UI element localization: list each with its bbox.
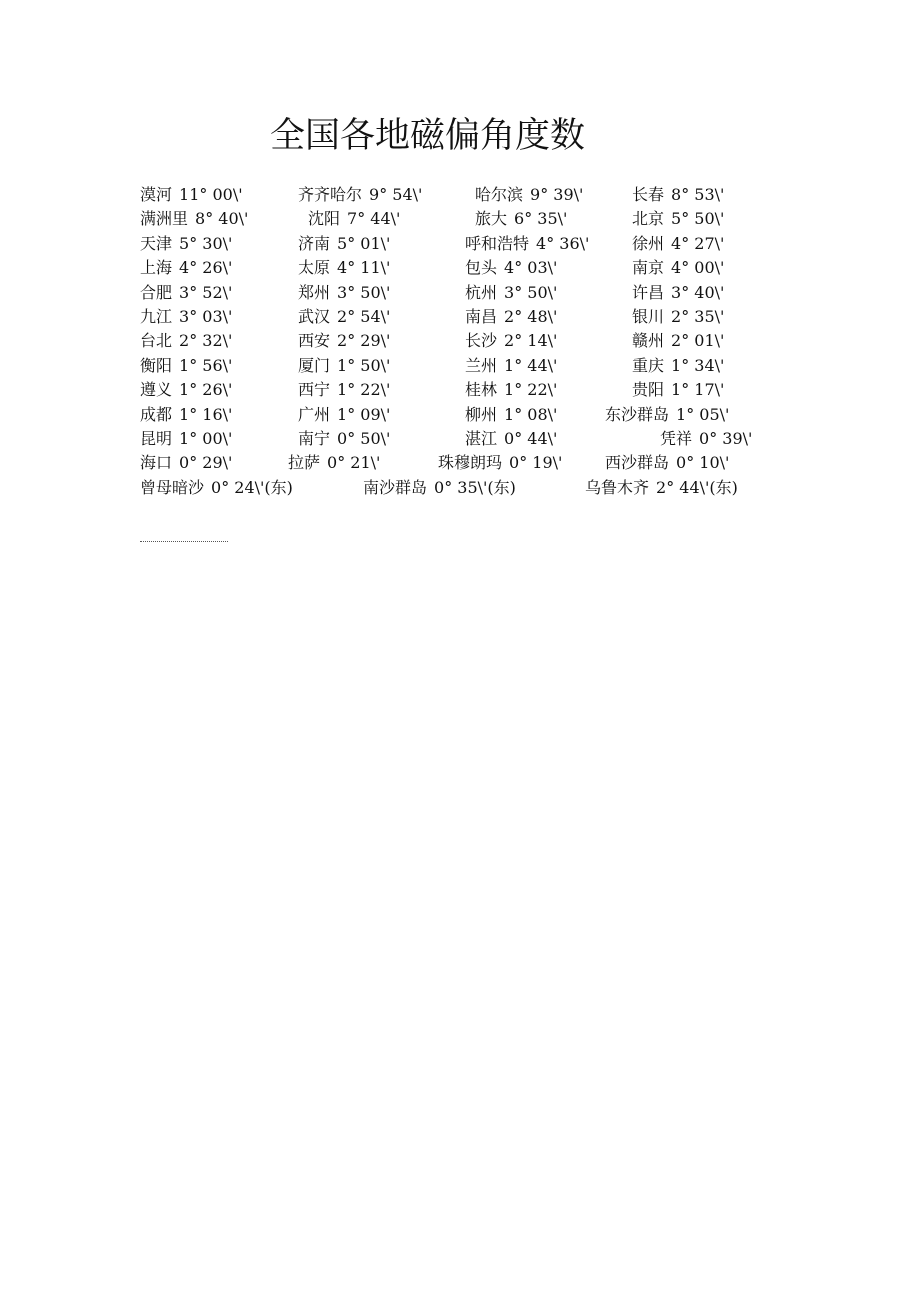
declination-entry <box>298 378 390 402</box>
declination-entry <box>140 281 232 305</box>
declination-value: 1° 16\' <box>179 404 233 424</box>
table-row <box>140 354 800 378</box>
declination-value: 1° 17\' <box>671 380 725 400</box>
declination-value: 5° 50\' <box>671 209 725 229</box>
declination-value: 1° 22\' <box>504 380 558 400</box>
city-name: 郑州 <box>298 282 331 302</box>
city-name: 武汉 <box>298 306 331 326</box>
declination-value: 8° 53\' <box>671 185 725 204</box>
city-name: 哈尔滨 <box>475 185 524 204</box>
city-name: 东沙群岛 <box>605 404 670 424</box>
city-name: 拉萨 <box>288 453 321 473</box>
declination-entry <box>140 329 232 353</box>
city-name: 上海 <box>140 258 173 278</box>
declination-entry <box>298 183 422 207</box>
declination-value: 3° 50\' <box>337 282 391 302</box>
declination-entry <box>660 427 752 451</box>
declination-entry <box>465 305 557 329</box>
city-name: 南京 <box>632 258 665 278</box>
city-name: 旅大 <box>475 209 508 229</box>
city-name: 衡阳 <box>140 355 173 375</box>
declination-entry <box>298 427 390 451</box>
declination-value: 0° 29\' <box>179 453 233 473</box>
declination-entry <box>632 329 724 353</box>
city-name: 珠穆朗玛 <box>438 453 503 473</box>
city-name: 遵义 <box>140 380 173 400</box>
declination-entry <box>363 476 516 500</box>
declination-entry <box>605 451 729 475</box>
declination-value: 1° 26\' <box>179 380 233 400</box>
declination-value: 5° 30\' <box>179 233 233 253</box>
declination-entry <box>288 451 380 475</box>
declination-entry <box>632 378 724 402</box>
declination-value: 4° 00\' <box>671 258 725 278</box>
city-name: 长春 <box>632 185 665 204</box>
declination-entry <box>140 183 243 207</box>
declination-entry <box>298 232 390 256</box>
declination-entry <box>605 403 729 427</box>
city-name: 合肥 <box>140 282 173 302</box>
city-name: 呼和浩特 <box>465 233 530 253</box>
declination-value: 1° 56\' <box>179 355 233 375</box>
table-row <box>140 476 800 500</box>
declination-entry <box>465 403 557 427</box>
declination-value: 9° 54\' <box>369 185 423 204</box>
city-name: 沈阳 <box>308 209 341 229</box>
declination-entry <box>140 256 232 280</box>
declination-value: 2° 54\' <box>337 306 391 326</box>
declination-entry <box>140 305 232 329</box>
declination-entry <box>585 476 738 500</box>
declination-value: 2° 48\' <box>504 306 558 326</box>
city-name: 北京 <box>632 209 665 229</box>
declination-value: 1° 08\' <box>504 404 558 424</box>
declination-value: 1° 22\' <box>337 380 391 400</box>
declination-value: 2° 35\' <box>671 306 725 326</box>
declination-entry <box>438 451 562 475</box>
declination-entry <box>465 378 557 402</box>
declination-value: 1° 50\' <box>337 355 391 375</box>
city-name: 太原 <box>298 258 331 278</box>
declination-entry <box>465 281 557 305</box>
footer-divider <box>140 541 228 542</box>
declination-entry <box>140 476 293 500</box>
declination-value: 6° 35\' <box>514 209 568 229</box>
declination-value: 0° 39\' <box>699 428 753 448</box>
city-name: 银川 <box>632 306 665 326</box>
declination-value: 4° 36\' <box>536 233 590 253</box>
city-name: 湛江 <box>465 428 498 448</box>
declination-value: 4° 11\' <box>337 258 391 278</box>
declination-value: 2° 01\' <box>671 331 725 351</box>
declination-value: 1° 00\' <box>179 428 233 448</box>
declination-entry <box>298 329 390 353</box>
city-name: 成都 <box>140 404 173 424</box>
city-name: 厦门 <box>298 355 331 375</box>
city-name: 杭州 <box>465 282 498 302</box>
declination-value: 3° 50\' <box>504 282 558 302</box>
declination-entry <box>465 329 557 353</box>
table-row <box>140 183 800 207</box>
city-name: 南昌 <box>465 306 498 326</box>
declination-value: 3° 03\' <box>179 306 233 326</box>
declination-value: 9° 39\' <box>530 185 584 204</box>
city-name: 许昌 <box>632 282 665 302</box>
declination-entry <box>308 207 400 231</box>
city-name: 海口 <box>140 453 173 473</box>
declination-value: 0° 44\' <box>504 428 558 448</box>
declination-entry <box>475 207 567 231</box>
city-name: 西安 <box>298 331 331 351</box>
declination-value: 4° 26\' <box>179 258 233 278</box>
declination-entry <box>298 281 390 305</box>
declination-entry <box>632 354 724 378</box>
city-name: 西沙群岛 <box>605 453 670 473</box>
declination-value: 0° 19\' <box>509 453 563 473</box>
page-title: 全国各地磁偏角度数 <box>270 116 586 156</box>
city-name: 漠河 <box>140 185 173 204</box>
declination-entry <box>140 427 232 451</box>
declination-entry <box>632 256 724 280</box>
declination-value: 1° 05\' <box>676 404 730 424</box>
city-name: 包头 <box>465 258 498 278</box>
declination-value: 1° 09\' <box>337 404 391 424</box>
table-row <box>140 451 800 475</box>
declination-entry <box>140 378 232 402</box>
city-name: 徐州 <box>632 233 665 253</box>
declination-entry <box>465 427 557 451</box>
city-name: 西宁 <box>298 380 331 400</box>
declination-entry <box>298 354 390 378</box>
declination-entry <box>140 232 232 256</box>
table-row <box>140 207 800 231</box>
declination-entry <box>475 183 583 207</box>
declination-value: 0° 24\'(东) <box>211 477 293 497</box>
city-name: 南沙群岛 <box>363 477 428 497</box>
city-name: 重庆 <box>632 355 665 375</box>
city-name: 柳州 <box>465 404 498 424</box>
declination-value: 3° 52\' <box>179 282 233 302</box>
city-name: 乌鲁木齐 <box>585 477 650 497</box>
declination-entry <box>632 207 724 231</box>
declination-value: 8° 40\' <box>195 209 249 229</box>
table-row <box>140 329 800 353</box>
city-name: 赣州 <box>632 331 665 351</box>
declination-value: 1° 44\' <box>504 355 558 375</box>
table-row <box>140 305 800 329</box>
table-row <box>140 281 800 305</box>
city-name: 贵阳 <box>632 380 665 400</box>
city-name: 齐齐哈尔 <box>298 185 363 204</box>
city-name: 台北 <box>140 331 173 351</box>
declination-entry <box>632 281 724 305</box>
city-name: 兰州 <box>465 355 498 375</box>
city-name: 广州 <box>298 404 331 424</box>
declination-entry <box>632 183 724 207</box>
table-row <box>140 232 800 256</box>
city-name: 济南 <box>298 233 331 253</box>
table-row <box>140 403 800 427</box>
declination-value: 2° 44\'(东) <box>656 477 738 497</box>
declination-entry <box>140 207 248 231</box>
declination-value: 2° 14\' <box>504 331 558 351</box>
declination-entry <box>298 256 390 280</box>
declination-value: 0° 21\' <box>327 453 381 473</box>
declination-entry <box>632 305 724 329</box>
city-name: 满洲里 <box>140 209 189 229</box>
city-name: 长沙 <box>465 331 498 351</box>
declination-value: 5° 01\' <box>337 233 391 253</box>
declination-entry <box>465 256 557 280</box>
city-name: 南宁 <box>298 428 331 448</box>
declination-value: 2° 32\' <box>179 331 233 351</box>
city-name: 曾母暗沙 <box>140 477 205 497</box>
declination-entry <box>298 305 390 329</box>
city-name: 凭祥 <box>660 428 693 448</box>
declination-entry <box>632 232 724 256</box>
declination-entry <box>465 354 557 378</box>
declination-value: 0° 35\'(东) <box>434 477 516 497</box>
declination-entry <box>140 451 232 475</box>
table-row <box>140 427 800 451</box>
declination-table <box>140 183 800 500</box>
city-name: 昆明 <box>140 428 173 448</box>
declination-value: 4° 27\' <box>671 233 725 253</box>
declination-entry <box>140 354 232 378</box>
declination-value: 4° 03\' <box>504 258 558 278</box>
declination-entry <box>140 403 232 427</box>
table-row <box>140 378 800 402</box>
declination-entry <box>298 403 390 427</box>
declination-value: 0° 50\' <box>337 428 391 448</box>
declination-value: 11° 00\' <box>179 185 243 204</box>
declination-entry <box>465 232 589 256</box>
declination-value: 2° 29\' <box>337 331 391 351</box>
declination-value: 7° 44\' <box>347 209 401 229</box>
declination-value: 0° 10\' <box>676 453 730 473</box>
table-row <box>140 256 800 280</box>
city-name: 九江 <box>140 306 173 326</box>
city-name: 桂林 <box>465 380 498 400</box>
city-name: 天津 <box>140 233 173 253</box>
declination-value: 1° 34\' <box>671 355 725 375</box>
declination-value: 3° 40\' <box>671 282 725 302</box>
